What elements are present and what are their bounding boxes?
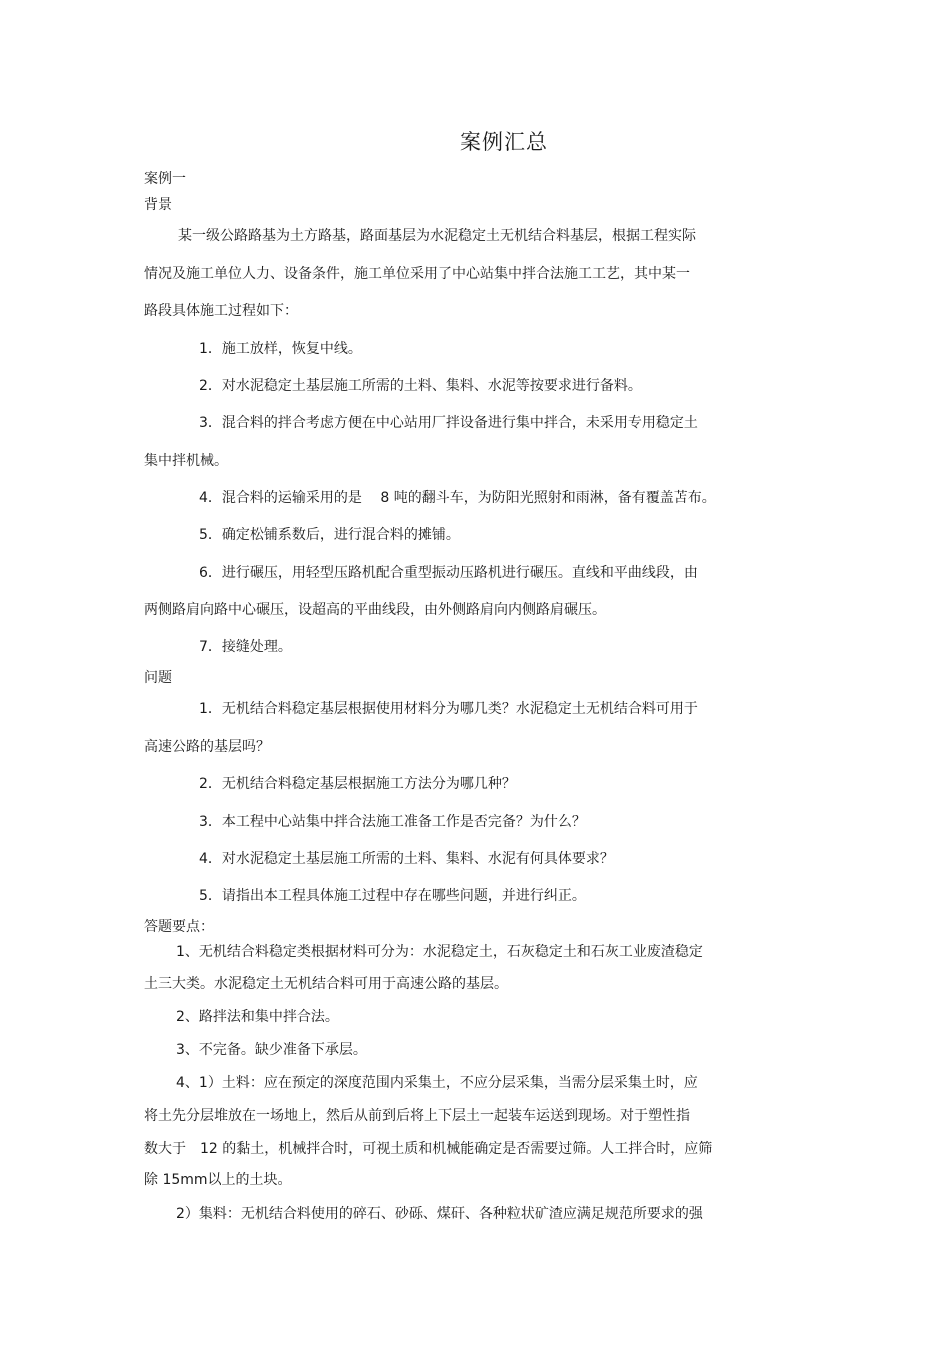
answer-line: 除 15mm以上的土块。 <box>144 1172 292 1188</box>
list-item-continuation: 集中拌机械。 <box>144 453 228 469</box>
answer-line: 将土先分层堆放在一场地上，然后从前到后将上下层土一起装车运送到现场。对于塑性指 <box>144 1108 690 1124</box>
answer-line: 2、路拌法和集中拌合法。 <box>176 1009 339 1025</box>
paragraph-line: 某一级公路路基为土方路基，路面基层为水泥稳定土无机结合料基层，根据工程实际 <box>178 228 696 244</box>
list-item: 1．施工放样，恢复中线。 <box>199 341 362 357</box>
list-item: 6．进行碾压，用轻型压路机配合重型振动压路机进行碾压。直线和平曲线段，由 <box>199 565 698 581</box>
list-item: 3．混合料的拌合考虑方便在中心站用厂拌设备进行集中拌合，未采用专用稳定土 <box>199 415 698 431</box>
case-heading: 案例一 <box>144 171 186 187</box>
section-heading-questions: 问题 <box>144 670 172 686</box>
question-item: 4．对水泥稳定土基层施工所需的土料、集料、水泥有何具体要求？ <box>199 851 614 867</box>
question-item: 5．请指出本工程具体施工过程中存在哪些问题，并进行纠正。 <box>199 888 586 904</box>
question-item-continuation: 高速公路的基层吗？ <box>144 739 270 755</box>
section-heading-answers: 答题要点： <box>144 919 214 935</box>
list-item: 2．对水泥稳定土基层施工所需的土料、集料、水泥等按要求进行备料。 <box>199 378 642 394</box>
list-item: 5．确定松铺系数后，进行混合料的摊铺。 <box>199 527 460 543</box>
list-item: 7．接缝处理。 <box>199 639 292 655</box>
answer-line: 数大于 12 的黏土，机械拌合时，可视土质和机械能确定是否需要过筛。人工拌合时，应筛 <box>144 1141 713 1157</box>
answer-line: 土三大类。水泥稳定土无机结合料可用于高速公路的基层。 <box>144 976 508 992</box>
answer-line: 4、1）土料：应在预定的深度范围内采集土，不应分层采集，当需分层采集土时，应 <box>176 1075 698 1091</box>
section-heading-background: 背景 <box>144 197 172 213</box>
question-item: 2．无机结合料稳定基层根据施工方法分为哪几种？ <box>199 776 516 792</box>
answer-line: 3、不完备。缺少准备下承层。 <box>176 1042 367 1058</box>
document-title: 案例汇总 <box>460 130 548 154</box>
paragraph-line: 情况及施工单位人力、设备条件，施工单位采用了中心站集中拌合法施工工艺，其中某一 <box>144 266 690 282</box>
answer-line: 1、无机结合料稳定类根据材料可分为：水泥稳定土，石灰稳定土和石灰工业废渣稳定 <box>176 944 703 960</box>
paragraph-line: 路段具体施工过程如下： <box>144 303 298 319</box>
question-item: 3．本工程中心站集中拌合法施工准备工作是否完备？为什么？ <box>199 814 586 830</box>
list-item: 4．混合料的运输采用的是 8 吨的翻斗车，为防阳光照射和雨淋，备有覆盖苫布。 <box>199 490 716 506</box>
list-item-continuation: 两侧路肩向路中心碾压，设超高的平曲线段，由外侧路肩向内侧路肩碾压。 <box>144 602 606 618</box>
question-item: 1．无机结合料稳定基层根据使用材料分为哪几类？水泥稳定土无机结合料可用于 <box>199 701 698 717</box>
answer-line: 2）集料：无机结合料使用的碎石、砂砾、煤矸、各种粒状矿渣应满足规范所要求的强 <box>176 1206 703 1222</box>
